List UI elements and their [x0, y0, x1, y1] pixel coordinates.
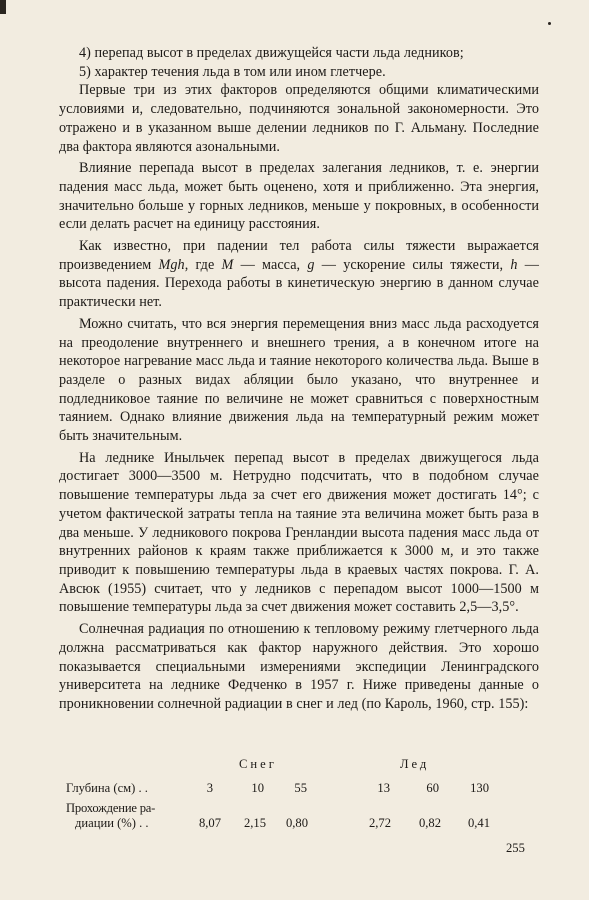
table-cell: 8,07 — [198, 816, 221, 830]
table-label-pass-1: Прохождение ра- — [66, 801, 156, 815]
paragraph-2: 5) характер течения льда в том или ином глетчере. — [79, 63, 386, 80]
formula-text-4: — высота падения. Перехода работы в кинетическую энергию в данном случае практически нет. — [59, 256, 539, 311]
table-cell: 0,82 — [418, 816, 441, 830]
table-cell: 60 — [426, 781, 439, 795]
paragraph-8: Солнечная радиация по отношению к тепловому режиму глетчерного льда должна рассматриваться как фактор наружного действия. Это хорошо показывается специальными измерениями экспедиции Ленинградского университета на леднике Федченко в 1957 г. Ниже приведены данные о проникновении солнечной радиации в снег и лед (по Кароль, 1960, стр. 155): — [59, 621, 539, 712]
paragraph-3: Первые три из этих факторов определяются общими климатическими условиями и, следовательно, подчиняются зональной закономерности. Это отражено и в указанном выше делении ледников по Г. Альману. Последние два фактора являются азональными. — [59, 82, 539, 155]
scan-mark-top-right — [548, 22, 551, 25]
formula-g: g — [307, 256, 315, 273]
page-number: 255 — [506, 841, 525, 855]
table-cell: 0,80 — [285, 816, 308, 830]
paragraph-1: 4) перепад высот в пределах движущейся части льда ледников; — [79, 45, 464, 61]
scan-mark-top-left — [0, 0, 6, 14]
formula-text-3: — ускорение силы тяжести, — [314, 256, 511, 273]
paragraph-5 — [59, 237, 539, 312]
table-group-snow: Снег — [239, 757, 277, 771]
paragraph-6: Можно считать, что вся энергия перемещения вниз масс льда расходуется на преодоление внутреннего и внешнего трения, а в конечном итоге на некоторое нагревание масс льда и таяние некоторого количества льда. Выше в разделе о разных видах абляции было указано, что внутреннее и подледниковое таяние по величине не может сравниться с поверхностным таянием. Однако влияние движения льда на температурный режим может быть значительным. — [59, 315, 539, 445]
table-cell: 130 — [470, 781, 489, 795]
formula-text-1: , где — [184, 256, 222, 273]
table-cell: 0,41 — [467, 816, 490, 830]
formula-m: M — [221, 256, 234, 273]
table-cell: 13 — [377, 781, 390, 795]
formula-text-2: — масса, — [233, 256, 308, 273]
table-label-pass-2: диации (%) . . — [75, 816, 149, 830]
table-cell: 10 — [251, 781, 264, 795]
table-label-depth: Глубина (см) . . — [66, 781, 148, 795]
table-cell: 3 — [206, 781, 213, 795]
table-cell: 2,15 — [243, 816, 266, 830]
paragraph-5-text: Как известно, при падении тел работа силы тяжести выражается произведением — [59, 238, 539, 273]
table-group-ice: Лед — [400, 757, 430, 771]
paragraph-4: Влияние перепада высот в пределах залегания ледников, т. е. энергии падения масс льда, может быть оценено, хотя и приближенно. Эта энергия, значительно больше у горных ледников, меньше у покровных, в особенности если делать расчет на единицу расстояния. — [59, 160, 539, 233]
table-cell: 55 — [294, 781, 307, 795]
formula-h: h — [510, 256, 518, 273]
paragraph-7: На леднике Иныльчек перепад высот в пределах движущегося льда достигает 3000—3500 м. Нетрудно подсчитать, что в подобном случае повышение температуры льда за счет его движения может достигать 14°; с учетом фактической затраты тепла на таяние эта величина может быть раза в два меньше. У ледникового покрова Гренландии высота падения масс льда от внутренних районов к краям также приближается к 3000 м, и это также приводит к повышению температуры льда в краевых частях покрова. Г. А. Авсюк (1955) считает, что у ледников с перепадом высот 1000—1500 м повышение температуры льда за счет движения может составить 2,5—3,5°. — [59, 449, 539, 616]
page-body — [59, 44, 539, 714]
formula-mgh: Mgh — [158, 256, 185, 273]
table-cell: 2,72 — [368, 816, 391, 830]
